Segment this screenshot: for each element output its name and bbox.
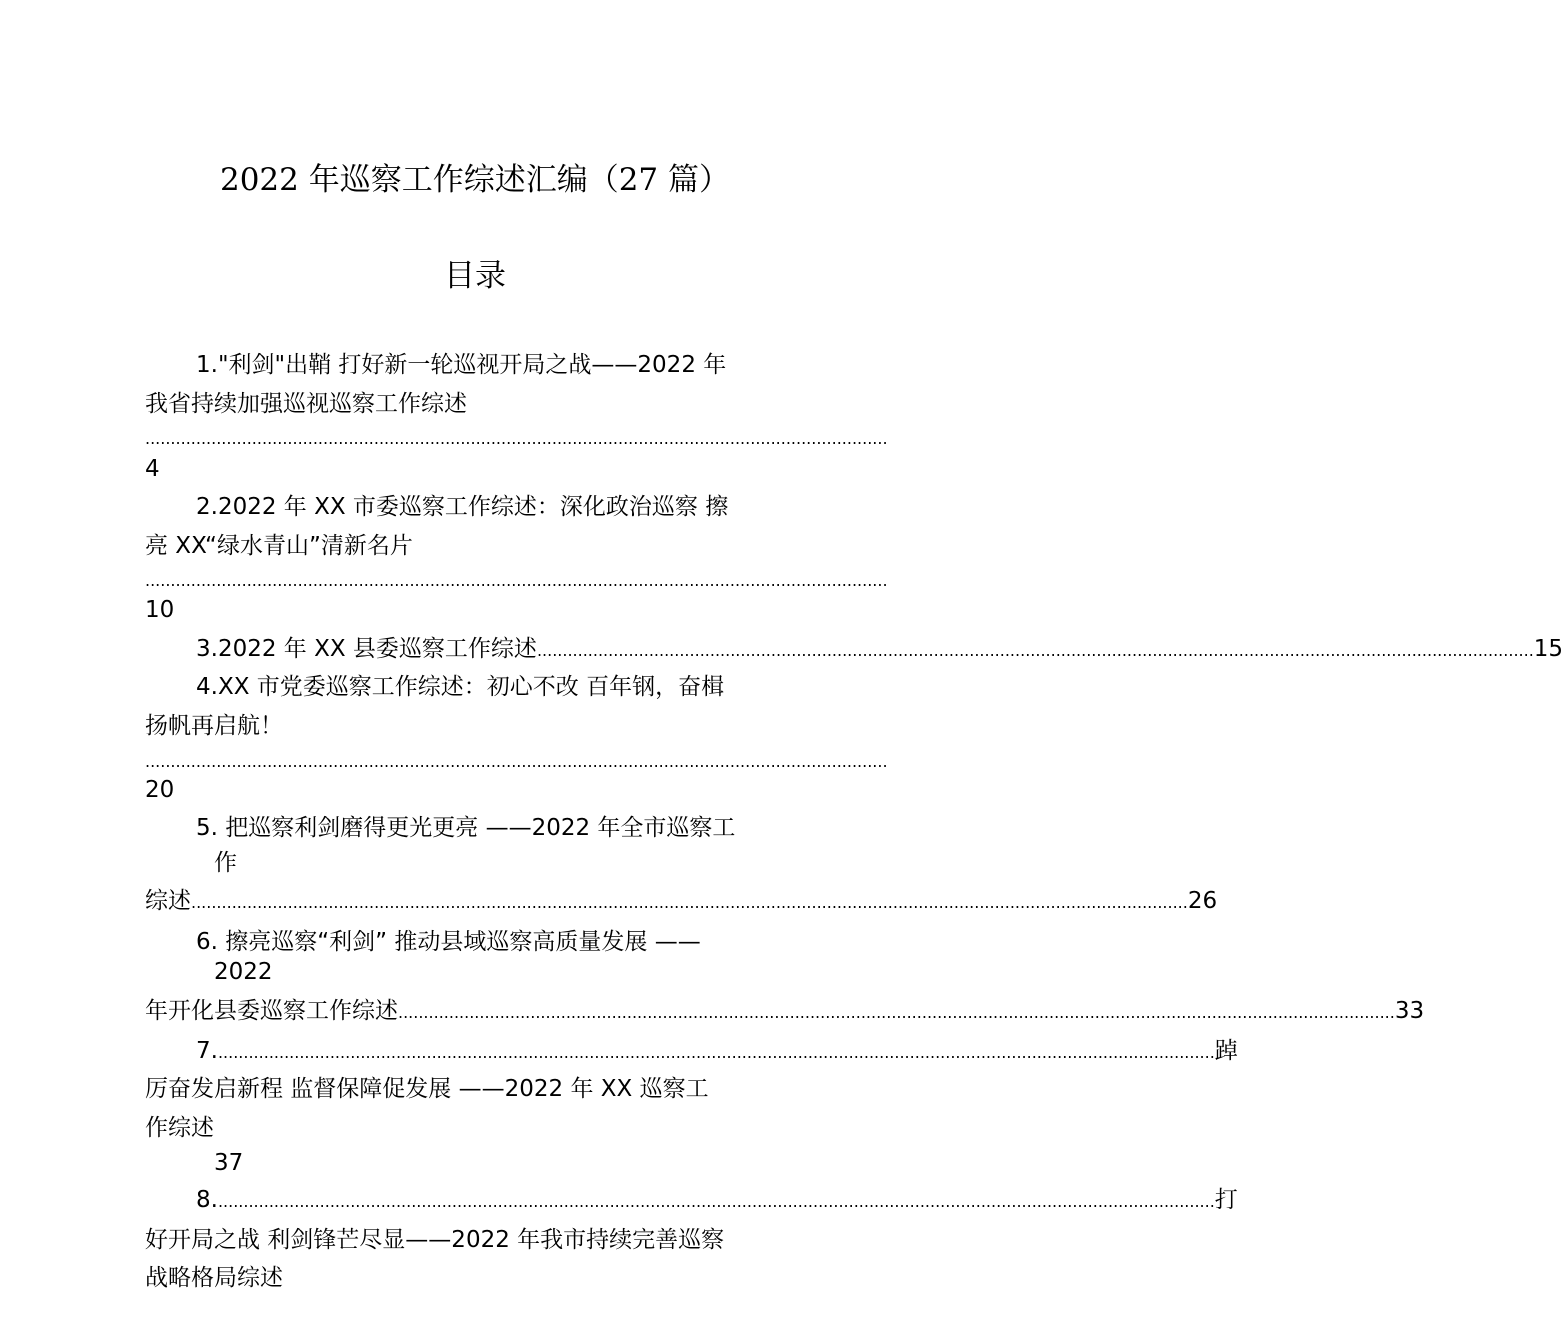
toc-entry-7-first-char: 踔	[1214, 1038, 1238, 1064]
toc-entry-7-line3[interactable]: 作综述	[145, 1115, 214, 1141]
toc-entry-4-line1[interactable]: 4.XX 市党委巡察工作综述：初心不改 百年钢，奋楫	[196, 674, 725, 700]
toc-entry-2-page[interactable]: 10	[145, 597, 175, 623]
toc-entry-1-leader: ..................................................................................................................................................	[145, 429, 888, 448]
toc-entry-7-line1[interactable]	[196, 1032, 1238, 1072]
toc-entry-7-number: 7.	[196, 1038, 218, 1064]
toc-entry-8-first-char: 打	[1214, 1187, 1238, 1213]
toc-entry-2-line1[interactable]: 2.2022 年 XX 市委巡察工作综述：深化政治巡察 擦	[196, 494, 729, 520]
toc-entry-6-line2[interactable]	[145, 992, 1425, 1032]
toc-entry-7-line2[interactable]: 厉奋发启新程 监督保障促发展 ——2022 年 XX 巡察工	[145, 1076, 709, 1102]
toc-entry-7-page[interactable]: 37	[214, 1150, 244, 1176]
toc-entry-3[interactable]	[196, 630, 1563, 670]
toc-entry-5-page: 26	[1187, 888, 1218, 914]
toc-entry-5-line1[interactable]: 5. 把巡察利剑磨得更光更亮 ——2022 年全市巡察工	[196, 815, 736, 841]
toc-entry-6-page: 33	[1394, 998, 1425, 1024]
toc-entry-5-line2[interactable]	[145, 882, 1218, 922]
toc-entry-8-line1[interactable]	[196, 1181, 1238, 1221]
toc-entry-1-line1[interactable]: 1."利剑"出鞘 打好新一轮巡视开局之战——2022 年	[196, 352, 727, 378]
toc-entry-7-leader	[218, 1034, 1215, 1072]
toc-entry-1-page[interactable]: 4	[145, 456, 160, 482]
document-title: 2022 年巡察工作综述汇编（27 篇）	[219, 162, 731, 198]
toc-heading: 目录	[444, 258, 506, 294]
toc-entry-6-title-end: 年开化县委巡察工作综述	[145, 998, 398, 1024]
toc-entry-6-line1-wrap[interactable]: 2022	[214, 959, 273, 985]
toc-entry-8-line3[interactable]: 战略格局综述	[145, 1265, 283, 1291]
toc-entry-6-leader	[398, 994, 1395, 1032]
toc-entry-5-line1-wrap[interactable]: 作	[214, 850, 237, 876]
toc-entry-2-line2[interactable]: 亮 XX“绿水青山”清新名片	[145, 533, 413, 559]
toc-entry-3-page: 15	[1533, 636, 1563, 662]
toc-entry-8-line2[interactable]: 好开局之战 利剑锋芒尽显——2022 年我市持续完善巡察	[145, 1227, 725, 1253]
toc-entry-8-number: 8.	[196, 1187, 218, 1213]
toc-entry-4-line2[interactable]: 扬帆再启航！	[145, 713, 283, 739]
toc-entry-3-title: 3.2022 年 XX 县委巡察工作综述	[196, 636, 537, 662]
toc-entry-8-leader	[218, 1183, 1215, 1221]
toc-entry-5-title-end: 综述	[145, 888, 191, 914]
toc-entry-2-leader: ..................................................................................................................................................	[145, 571, 888, 590]
toc-entry-5-leader	[191, 884, 1188, 922]
toc-entry-4-leader: ..................................................................................................................................................	[145, 752, 888, 771]
toc-entry-1-line2[interactable]: 我省持续加强巡视巡察工作综述	[145, 391, 467, 417]
toc-entry-6-line1[interactable]: 6. 擦亮巡察“利剑” 推动县域巡察高质量发展 ——	[196, 929, 701, 955]
toc-entry-4-page[interactable]: 20	[145, 777, 175, 803]
toc-entry-3-leader	[537, 632, 1534, 670]
